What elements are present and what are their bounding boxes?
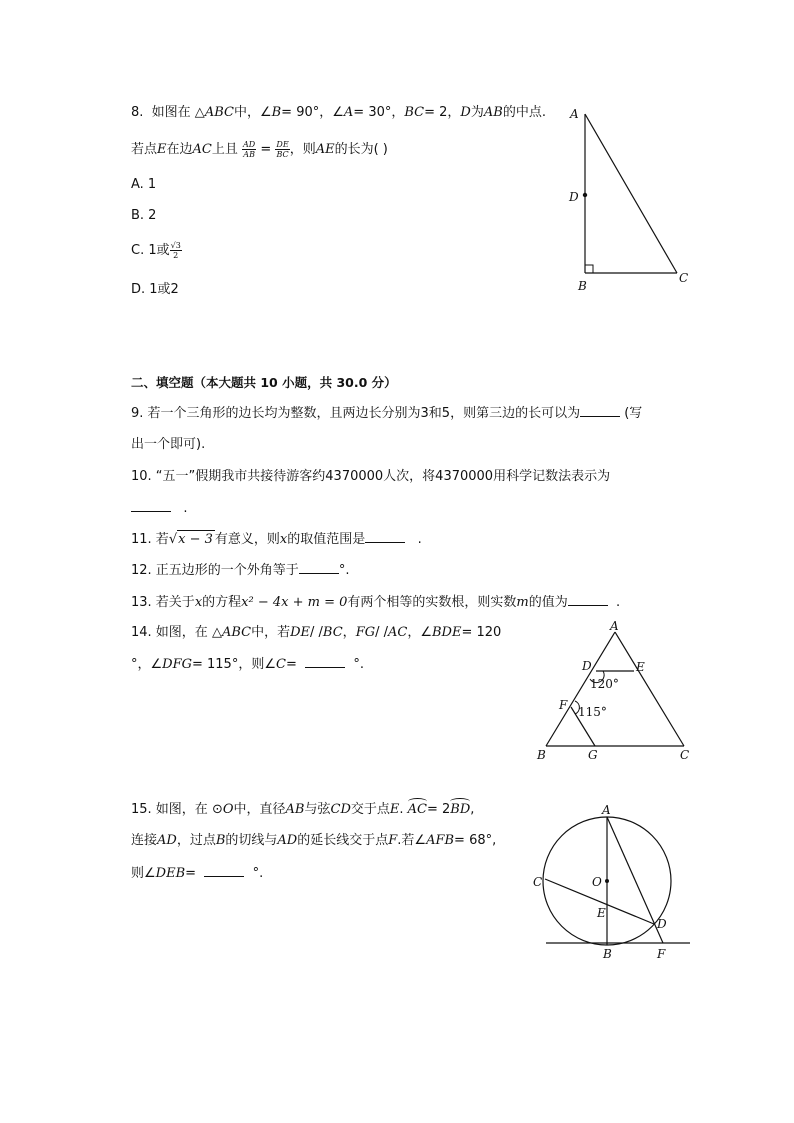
frac-den: AB bbox=[243, 150, 255, 159]
q13-text: 的方程 bbox=[202, 595, 242, 610]
point-d bbox=[583, 193, 587, 197]
q14-math: BDE bbox=[432, 625, 462, 640]
arc-bd: BD bbox=[450, 802, 471, 817]
q14-text: = 120 bbox=[461, 625, 502, 640]
q14-text: = bbox=[285, 657, 297, 672]
q11-line bbox=[131, 530, 422, 549]
q14-text: °. bbox=[353, 657, 365, 672]
q8-option-a[interactable]: A. 1 bbox=[131, 177, 157, 192]
q8-math: A bbox=[343, 105, 354, 120]
fraction-sqrt3-over-2 bbox=[170, 241, 182, 260]
label-d: D bbox=[657, 917, 667, 931]
q15-text: 与弦 bbox=[304, 802, 331, 817]
label-b: B bbox=[537, 748, 546, 762]
label-angle-115: 115° bbox=[578, 705, 607, 719]
q14-text: 14. 如图，在 △ bbox=[131, 625, 222, 640]
q10-answer-blank[interactable] bbox=[131, 499, 171, 512]
label-f: F bbox=[657, 947, 666, 961]
q14-line2 bbox=[131, 655, 364, 674]
q8-right-triangle-figure bbox=[560, 100, 700, 300]
q8-math: AC bbox=[192, 142, 212, 157]
q10-line2 bbox=[131, 499, 188, 518]
q9-line1 bbox=[131, 404, 642, 423]
q14-text: 中，若 bbox=[251, 625, 291, 640]
q13-answer-blank[interactable] bbox=[568, 593, 608, 606]
q9-answer-blank[interactable] bbox=[580, 404, 620, 417]
q15-line1 bbox=[131, 801, 474, 819]
q15-math: E bbox=[389, 802, 400, 817]
q15-text: 则∠ bbox=[131, 866, 156, 881]
q8-text: = 90°，∠ bbox=[281, 105, 344, 120]
frac-num: DE bbox=[276, 140, 289, 149]
q15-text: = bbox=[185, 866, 197, 881]
q8-math: ABC bbox=[204, 105, 234, 120]
q8-text: 的中点. bbox=[502, 105, 546, 120]
q13-line bbox=[131, 593, 620, 612]
q9-line2: 出一个即可). bbox=[131, 437, 206, 452]
q8-line2 bbox=[131, 139, 388, 161]
q11-text: . bbox=[417, 532, 422, 547]
q8-math: AB bbox=[483, 105, 503, 120]
label-a: A bbox=[610, 620, 619, 633]
q11-text: 的取值范围是 bbox=[287, 532, 366, 547]
q8-text: = 2， bbox=[424, 105, 461, 120]
q8-option-d[interactable]: D. 1或2 bbox=[131, 282, 179, 297]
label-c: C bbox=[533, 875, 543, 889]
q14-math: DFG bbox=[162, 657, 192, 672]
q15-text: 交于点 bbox=[350, 802, 390, 817]
q8-math: AE bbox=[315, 142, 335, 157]
q13-text: 13. 若关于 bbox=[131, 595, 195, 610]
q11-answer-blank[interactable] bbox=[365, 530, 405, 543]
segment-af bbox=[607, 817, 663, 943]
q14-text: ，∠ bbox=[407, 625, 432, 640]
q15-text: 的切线与 bbox=[225, 833, 278, 848]
q14-text: °，∠ bbox=[131, 657, 163, 672]
q15-text: 连接 bbox=[131, 833, 158, 848]
label-d: D bbox=[569, 190, 579, 204]
label-angle-120: 120° bbox=[590, 677, 619, 691]
q8-option-c[interactable] bbox=[131, 240, 182, 262]
q14-text: / / bbox=[310, 625, 323, 640]
q14-text: / / bbox=[375, 625, 388, 640]
q14-math: FG bbox=[355, 625, 376, 640]
q8-text: 若点 bbox=[131, 142, 158, 157]
q8-text: 如图在 △ bbox=[151, 105, 205, 120]
frac-num: AD bbox=[243, 140, 256, 149]
q10-text: . bbox=[183, 501, 188, 516]
q8-text: ，则 bbox=[289, 142, 316, 157]
label-b: B bbox=[603, 947, 612, 961]
label-c: C bbox=[679, 271, 689, 285]
q15-circle-figure bbox=[528, 800, 698, 965]
q14-answer-blank[interactable] bbox=[305, 655, 345, 668]
q8-line1 bbox=[131, 104, 546, 122]
q15-text: 中，直径 bbox=[233, 802, 286, 817]
q15-text: °. bbox=[252, 866, 264, 881]
frac-den: BC bbox=[276, 150, 289, 159]
q15-text: = 68°, bbox=[454, 833, 497, 848]
q8-math: BC bbox=[404, 105, 425, 120]
frac-den: 2 bbox=[173, 251, 179, 260]
q15-text: . bbox=[399, 802, 408, 817]
label-b: B bbox=[578, 279, 587, 293]
q14-math: BC bbox=[322, 625, 343, 640]
q14-math: AC bbox=[388, 625, 408, 640]
q14-text: = 115°，则∠ bbox=[191, 657, 276, 672]
q8-text: = 30°， bbox=[353, 105, 405, 120]
q14-text: ， bbox=[342, 625, 356, 640]
label-d: D bbox=[582, 659, 592, 673]
q15-answer-blank[interactable] bbox=[204, 864, 244, 877]
frac-num: √3 bbox=[170, 241, 181, 250]
q13-equation: x² − 4x + m = 0 bbox=[241, 595, 348, 610]
q15-math: B bbox=[215, 833, 226, 848]
q14-math: DE bbox=[290, 625, 311, 640]
label-o: O bbox=[592, 875, 602, 889]
q13-text: 有两个相等的实数根，则实数 bbox=[347, 595, 517, 610]
arc-ac: AC bbox=[407, 802, 427, 817]
right-angle-mark bbox=[585, 265, 593, 273]
equals-sign: = bbox=[260, 142, 272, 157]
q15-math: AD bbox=[157, 833, 177, 848]
label-c: C bbox=[680, 748, 690, 762]
q13-math: m bbox=[516, 595, 529, 610]
q15-text: , bbox=[470, 802, 475, 817]
q15-text: .若∠ bbox=[397, 833, 427, 848]
q14-math: C bbox=[275, 657, 286, 672]
q11-radicand: x − 3 bbox=[178, 532, 213, 547]
q10-line1: 10. “五一”假期我市共接待游客约4370000人次，将4370000用科学记数法表示为 bbox=[131, 469, 611, 484]
fraction-de-bc bbox=[275, 140, 289, 159]
label-f: F bbox=[559, 698, 568, 712]
label-g: G bbox=[588, 748, 598, 762]
q8-text: 为 bbox=[470, 105, 484, 120]
q9-text: (写 bbox=[624, 406, 643, 421]
q14-math: ABC bbox=[221, 625, 252, 640]
q8-math: B bbox=[271, 105, 282, 120]
label-a: A bbox=[570, 107, 579, 121]
q12-line bbox=[131, 561, 349, 580]
label-a: A bbox=[602, 803, 611, 817]
q8-math: E bbox=[157, 142, 167, 157]
q12-text: °. bbox=[338, 563, 350, 578]
q13-text: 的值为 bbox=[528, 595, 568, 610]
q15-line2 bbox=[131, 832, 496, 850]
segment-ac bbox=[585, 114, 677, 273]
q13-math: x bbox=[194, 595, 203, 610]
q15-text: 15. 如图，在 ⊙ bbox=[131, 802, 223, 817]
q9-text: 9. 若一个三角形的边长均为整数，且两边长分别为3和5，则第三边的长可以为 bbox=[131, 406, 581, 421]
option-c-text: C. 1或 bbox=[131, 243, 170, 258]
q13-text: . bbox=[616, 595, 621, 610]
q8-text: 上且 bbox=[211, 142, 238, 157]
fraction-ad-ab bbox=[242, 140, 256, 159]
q12-answer-blank[interactable] bbox=[299, 561, 339, 574]
center-o bbox=[605, 879, 609, 883]
q15-line3 bbox=[131, 864, 263, 883]
q11-text: 11. 若 bbox=[131, 532, 169, 547]
segment-ac bbox=[615, 632, 684, 746]
q15-text: 的延长线交于点 bbox=[297, 833, 389, 848]
q15-math: DEB bbox=[155, 866, 186, 881]
section-2-heading: 二、填空题（本大题共 10 小题，共 30.0 分） bbox=[131, 375, 397, 390]
q15-math: AFB bbox=[426, 833, 455, 848]
q15-math: AB bbox=[285, 802, 305, 817]
q15-math: AD bbox=[277, 833, 298, 848]
q15-math: CD bbox=[330, 802, 351, 817]
sqrt-sign: √ bbox=[168, 532, 178, 547]
q8-text: 中，∠ bbox=[233, 105, 272, 120]
q12-text: 12. 正五边形的一个外角等于 bbox=[131, 563, 299, 578]
q15-text: ，过点 bbox=[176, 833, 216, 848]
q15-text: = 2 bbox=[427, 802, 451, 817]
label-e: E bbox=[636, 660, 645, 674]
q8-text: 的长为( ) bbox=[334, 142, 388, 157]
q8-math: D bbox=[460, 105, 471, 120]
q14-triangle-figure bbox=[530, 620, 700, 770]
q8-text: 在边 bbox=[166, 142, 193, 157]
q15-math: O bbox=[222, 802, 234, 817]
q8-number: 8. bbox=[131, 105, 144, 120]
label-e: E bbox=[597, 906, 606, 920]
q15-math: F bbox=[388, 833, 398, 848]
q11-math: x bbox=[279, 532, 288, 547]
q8-option-b[interactable]: B. 2 bbox=[131, 208, 157, 223]
q11-text: 有意义，则 bbox=[214, 532, 280, 547]
q14-line1 bbox=[131, 624, 501, 642]
